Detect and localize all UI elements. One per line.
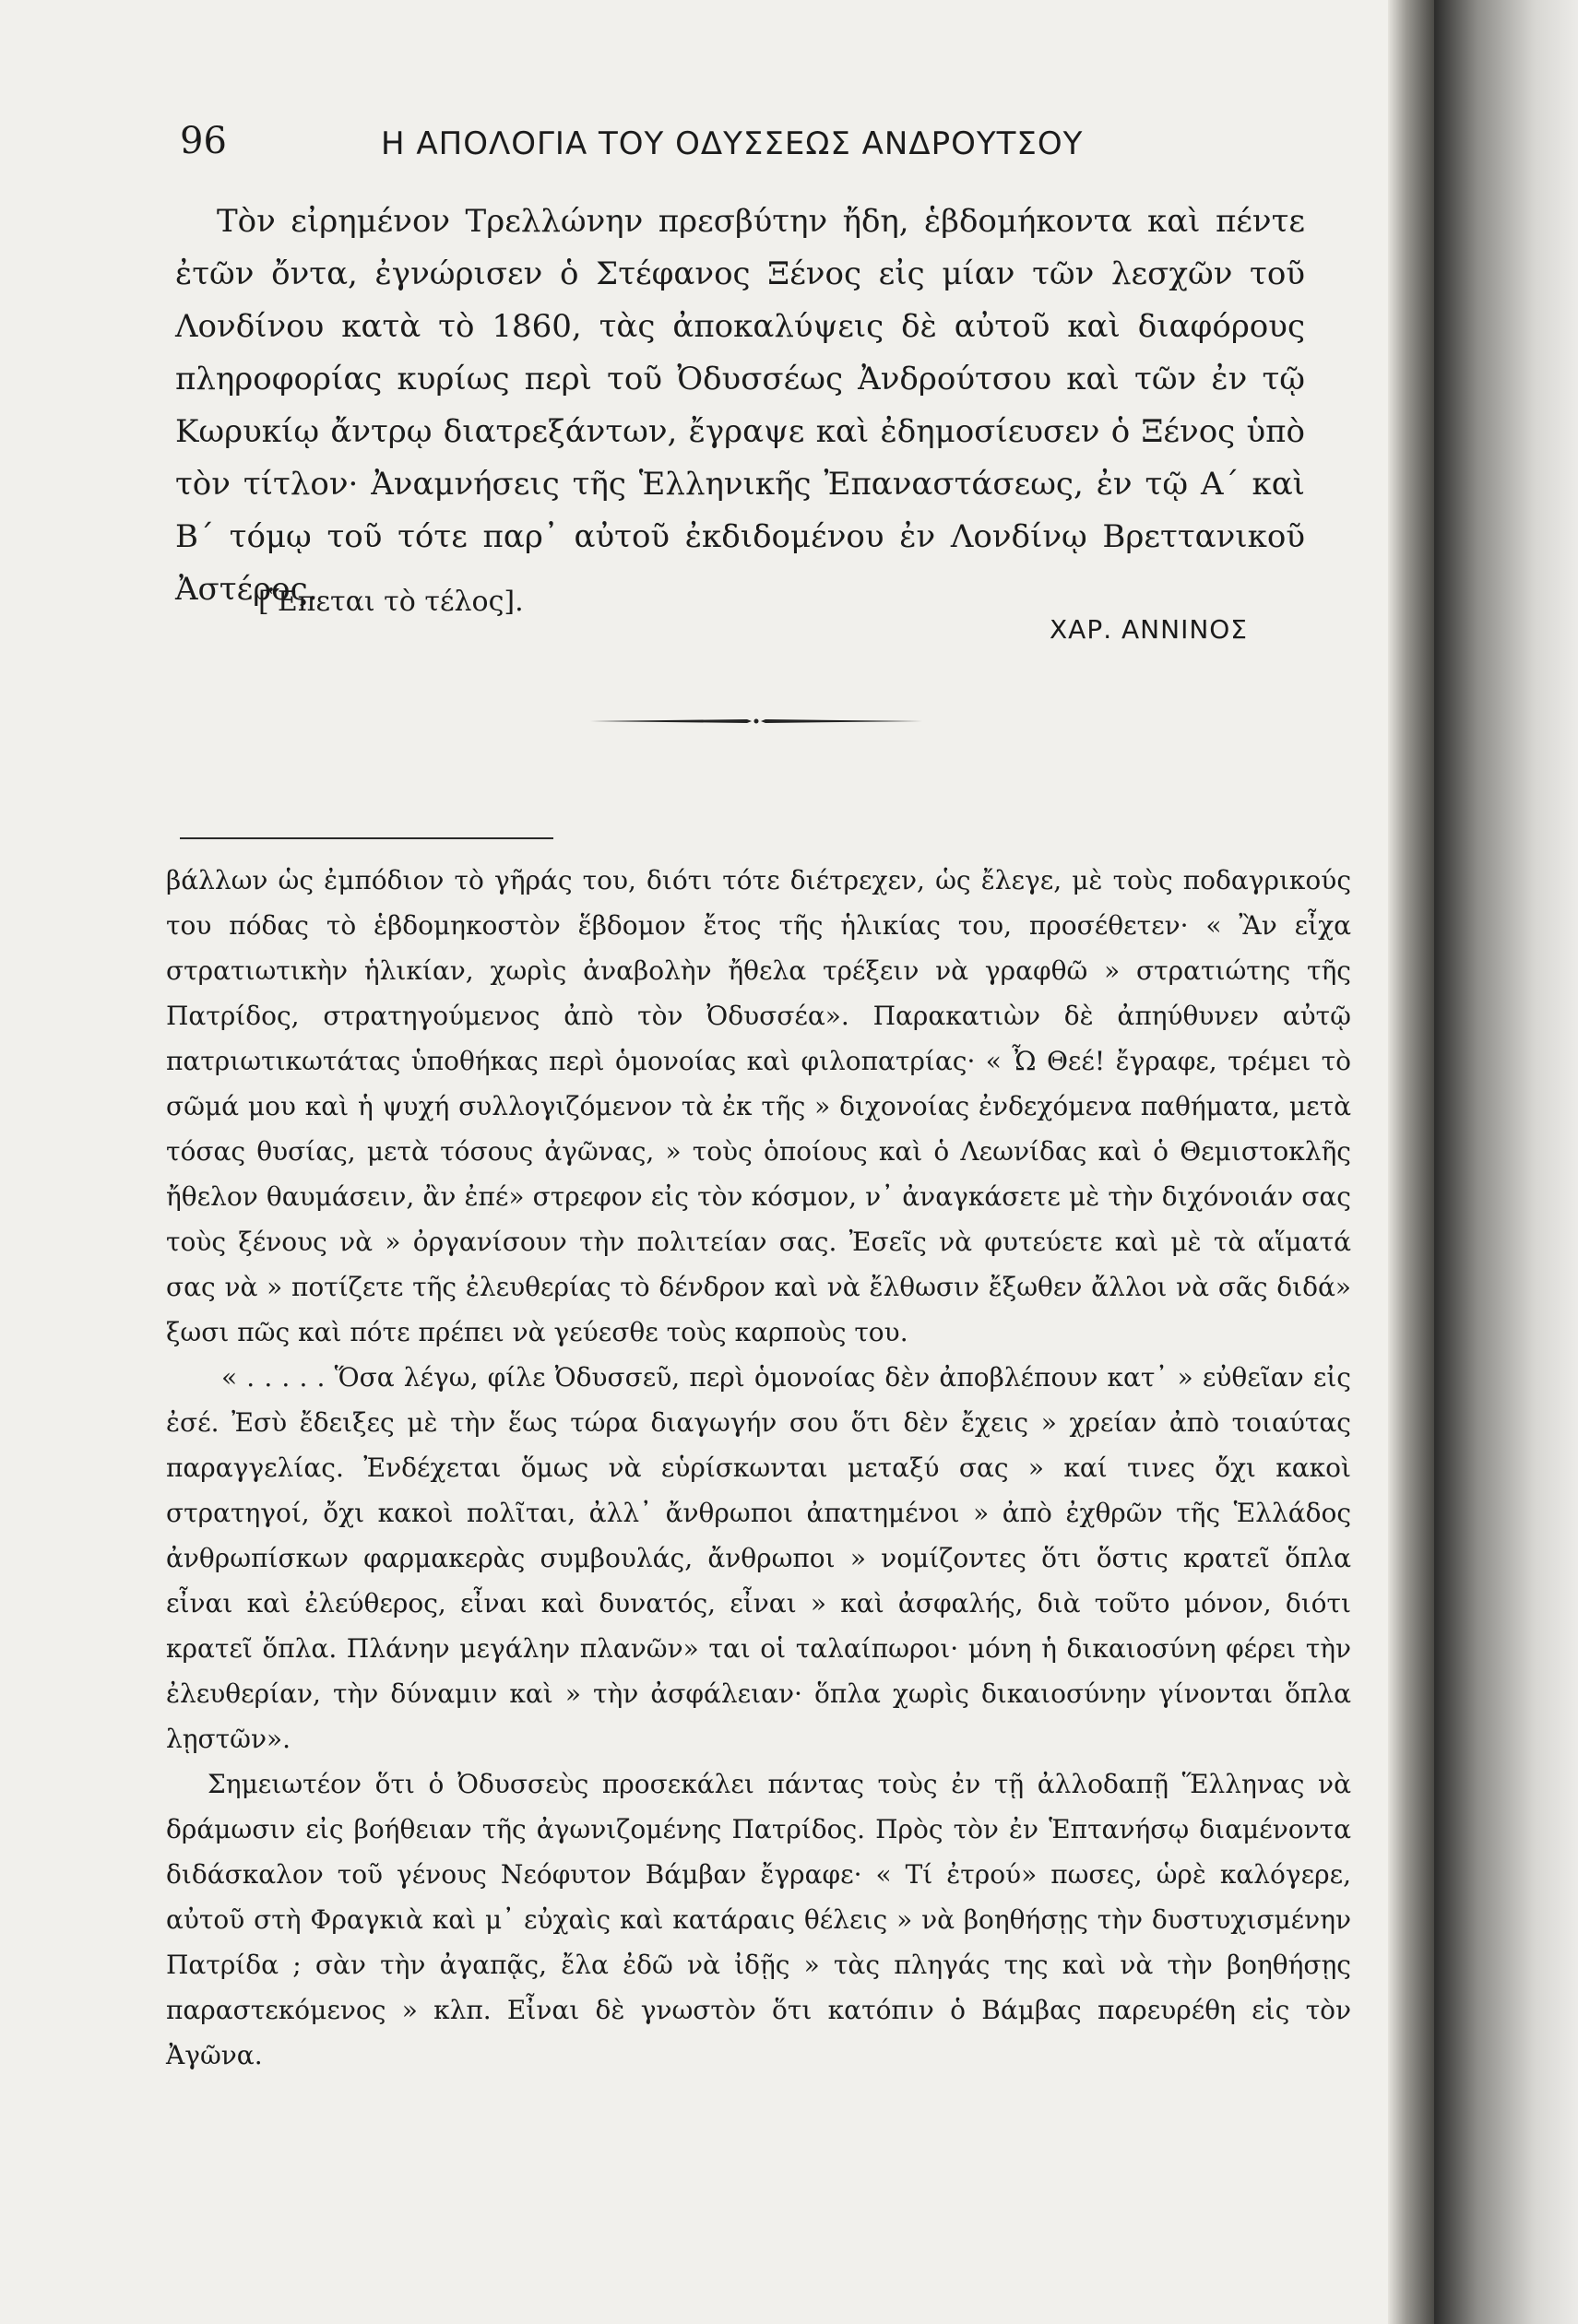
page-number: 96 [180,120,227,162]
running-title: Η ΑΠΟΛΟΓΙΑ ΤΟΥ ΟΔΥΣΣΕΩΣ ΑΝΔΡΟΥΤΣΟΥ [381,125,1084,162]
footnote-rule [180,837,553,839]
page-header [180,120,1176,175]
footnote-paragraph: βάλλων ὡς ἐμπόδιον τὸ γῆράς του, διότι τότε διέτρεχεν, ὡς ἔλεγε, μὲ τοὺς ποδαγρικούς του πόδας τὸ ἑβδομηκοστὸν ἕβδομον ἔτος τῆς ἡλικίας του, προσέθετεν· « Ἂν εἶχα στρατιωτικὴν ἡλικίαν, χωρὶς ἀναβολὴν ἤθελα τρέξειν νὰ γραφθῶ » στρατιώτης τῆς Πατρίδος, στρατηγούμενος ἀπὸ τὸν Ὀδυσσέα». Παρακατιὼν δὲ ἀπηύθυνεν αὐτῷ πατριωτικωτάτας ὑποθήκας περὶ ὁμονοίας καὶ φιλοπατρίας· « Ὦ Θεέ! ἔγραφε, τρέμει τὸ σῶμά μου καὶ ἡ ψυχή συλλογιζόμενον τὰ ἐκ τῆς » διχονοίας ἐνδεχόμενα παθήματα, μετὰ τόσας θυσίας, μετὰ τόσους ἀγῶνας, » τοὺς ὁποίους καὶ ὁ Λεωνίδας καὶ ὁ Θεμιστοκλῆς ἤθελον θαυμάσειν, ἂν ἐπέ» στρεφον εἰς τὸν κόσμον, ν᾿ ἀναγκάσετε μὲ τὴν διχόνοιάν σας τοὺς ξένους νὰ » ὀργανίσουν τὴν πολιτείαν σας. Ἐσεῖς νὰ φυτεύετε καὶ μὲ τὰ αἵματά σας νὰ » ποτίζετε τῆς ἐλευθερίας τὸ δένδρον καὶ νὰ ἔλθωσιν ἔξωθεν ἄλλοι νὰ σᾶς διδά» ξωσι πῶς καὶ πότε πρέπει νὰ γεύεσθε τοὺς καρποὺς του. [166,865,1351,1347]
main-text [175,196,1305,616]
facing-page-edge [1434,0,1578,2324]
author-signature: ΧΑΡ. ΑΝΝΙΝΟΣ [1050,614,1248,645]
book-spine [1388,0,1434,2324]
footnote-paragraph: Σημειωτέον ὅτι ὁ Ὀδυσσεὺς προσεκάλει πάντας τοὺς ἐν τῇ ἀλλοδαπῇ Ἕλληνας νὰ δράμωσιν εἰς βοήθειαν τῆς ἀγωνιζομένης Πατρίδος. Πρὸς τὸν ἐν Ἑπτανήσῳ διαμένοντα διδάσκαλον τοῦ γένους Νεόφυτον Βάμβαν ἔγραφε· « Τί ἐτρού» πωσες, ὡρὲ καλόγερε, αὐτοῦ στὴ Φραγκιὰ καὶ μ᾿ εὐχαὶς καὶ κατάραις θέλεις » νὰ βοηθήσῃς τὴν δυστυχισμένην Πατρίδα ; σὰν τὴν ἀγαπᾷς, ἔλα ἐδῶ νὰ ἰδῇς » τὰς πληγάς της καὶ νὰ τὴν βοηθήσῃς παραστεκόμενος » κλπ. Εἶναι δὲ γνωστὸν ὅτι κατόπιν ὁ Βάμβας παρευρέθη εἰς τὸν Ἀγῶνα. [166,1769,1351,2070]
footnote [166,858,1351,2078]
ornament-divider [590,716,922,727]
continued-note: [Ἕπεται τὸ τέλος]. [258,586,524,618]
footnote-paragraph: « . . . . . Ὅσα λέγω, φίλε Ὀδυσσεῦ, περὶ ὁμονοίας δὲν ἀποβλέπουν κατ᾿ » εὐθεῖαν εἰς ἐσέ. Ἐσὺ ἔδειξες μὲ τὴν ἕως τώρα διαγωγήν σου ὅτι δὲν ἔχεις » χρείαν ἀπὸ τοιαύτας παραγγελίας. Ἐνδέχεται ὅμως νὰ εὑρίσκωνται μεταξύ σας » καί τινες ὄχι κακοὶ στρατηγοί, ὄχι κακοὶ πολῖται, ἀλλ᾿ ἄνθρωποι ἀπατημένοι » ἀπὸ ἐχθρῶν τῆς Ἑλλάδος ἀνθρωπίσκων φαρμακερὰς συμβουλάς, ἄνθρωποι » νομίζοντες ὅτι ὅστις κρατεῖ ὅπλα εἶναι καὶ ἐλεύθερος, εἶναι καὶ δυνατός, εἶναι » καὶ ἀσφαλής, διὰ τοῦτο μόνον, διότι κρατεῖ ὅπλα. Πλάνην μεγάλην πλανῶν» ται οἱ ταλαίπωροι· μόνη ἡ δικαιοσύνη φέρει τὴν ἐλευθερίαν, τὴν δύναμιν καὶ » τὴν ἀσφάλειαν· ὅπλα χωρὶς δικαιοσύνην γίνονται ὅπλα λῃστῶν». [166,1362,1351,1754]
body-paragraph: Τὸν εἰρημένον Τρελλώνην πρεσβύτην ἤδη, ἑβδομήκοντα καὶ πέντε ἐτῶν ὄντα, ἐγνώρισεν ὁ Στέφανος Ξένος εἰς μίαν τῶν λεσχῶν τοῦ Λονδίνου κατὰ τὸ 1860, τὰς ἀποκαλύψεις δὲ αὐτοῦ καὶ διαφόρους πληροφορίας κυρίως περὶ τοῦ Ὀδυσσέως Ἀνδρούτσου καὶ τῶν ἐν τῷ Κωρυκίῳ ἄντρῳ διατρεξάντων, ἔγραψε καὶ ἐδημοσίευσεν ὁ Ξένος ὑπὸ τὸν τίτλον· Ἀναμνήσεις τῆς Ἑλληνικῆς Ἐπαναστάσεως, ἐν τῷ Α΄ καὶ Β΄ τόμῳ τοῦ τότε παρ᾿ αὐτοῦ ἐκδιδομένου ἐν Λονδίνῳ Βρεττανικοῦ Ἀστέρος. [175,203,1305,608]
